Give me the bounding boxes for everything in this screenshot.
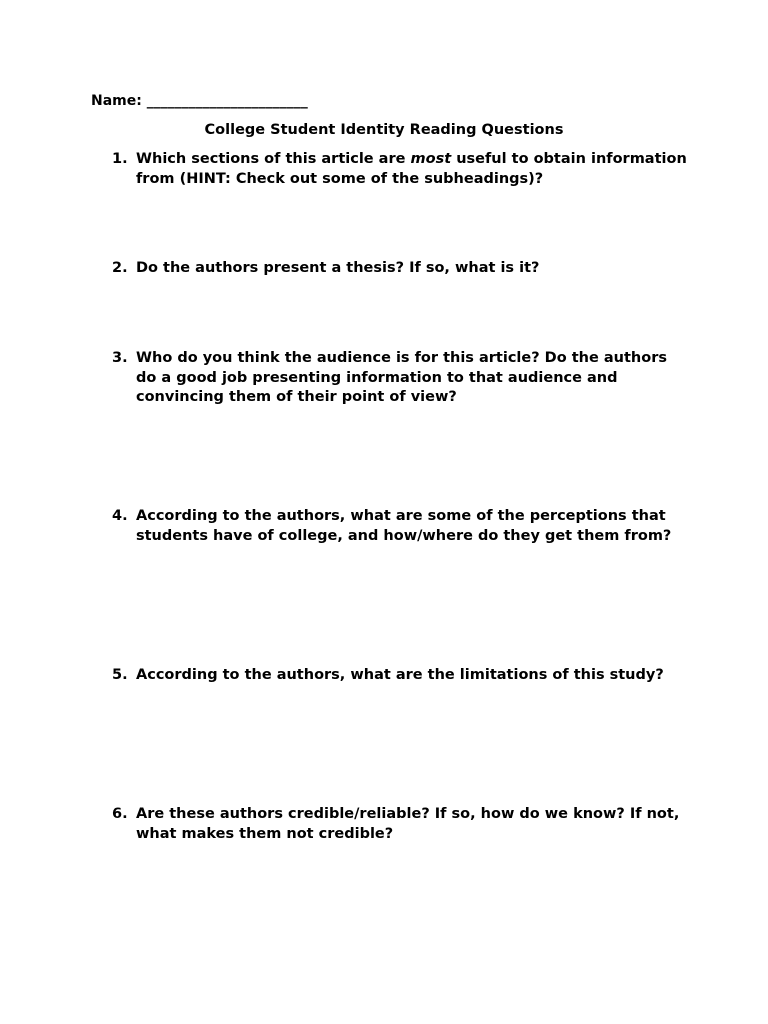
question-number: 6. xyxy=(112,806,128,822)
question-item xyxy=(112,259,692,279)
question-number: 5. xyxy=(112,667,128,683)
question-item xyxy=(112,666,692,686)
question-text: According to the authors, what are the limitations of this study? xyxy=(136,667,664,683)
question-item xyxy=(112,349,692,408)
question-number: 4. xyxy=(112,508,128,524)
page-title: College Student Identity Reading Questions xyxy=(204,122,564,138)
emphasis-text: most xyxy=(410,151,452,167)
question-text: Do the authors present a thesis? If so, what is it? xyxy=(136,260,540,276)
question-number: 3. xyxy=(112,350,128,366)
question-text: Are these authors credible/reliable? If so, how do we know? If not, what makes them not credible? xyxy=(136,806,680,842)
question-number: 2. xyxy=(112,260,128,276)
question-item xyxy=(112,150,692,189)
name-field-label: Name: _______________________ xyxy=(91,93,308,109)
question-item xyxy=(112,805,692,844)
question-text: According to the authors, what are some of the perceptions that students have of college, and how/where do they get them from? xyxy=(136,508,672,544)
question-number: 1. xyxy=(112,151,128,167)
question-text: Which sections of this article are most useful to obtain information from (HINT: Check out some of the subheadings)? xyxy=(136,151,687,187)
question-text: Who do you think the audience is for this article? Do the authors do a good job presenting information to that audience and convincing them of their point of view? xyxy=(136,350,667,405)
question-item xyxy=(112,507,692,546)
